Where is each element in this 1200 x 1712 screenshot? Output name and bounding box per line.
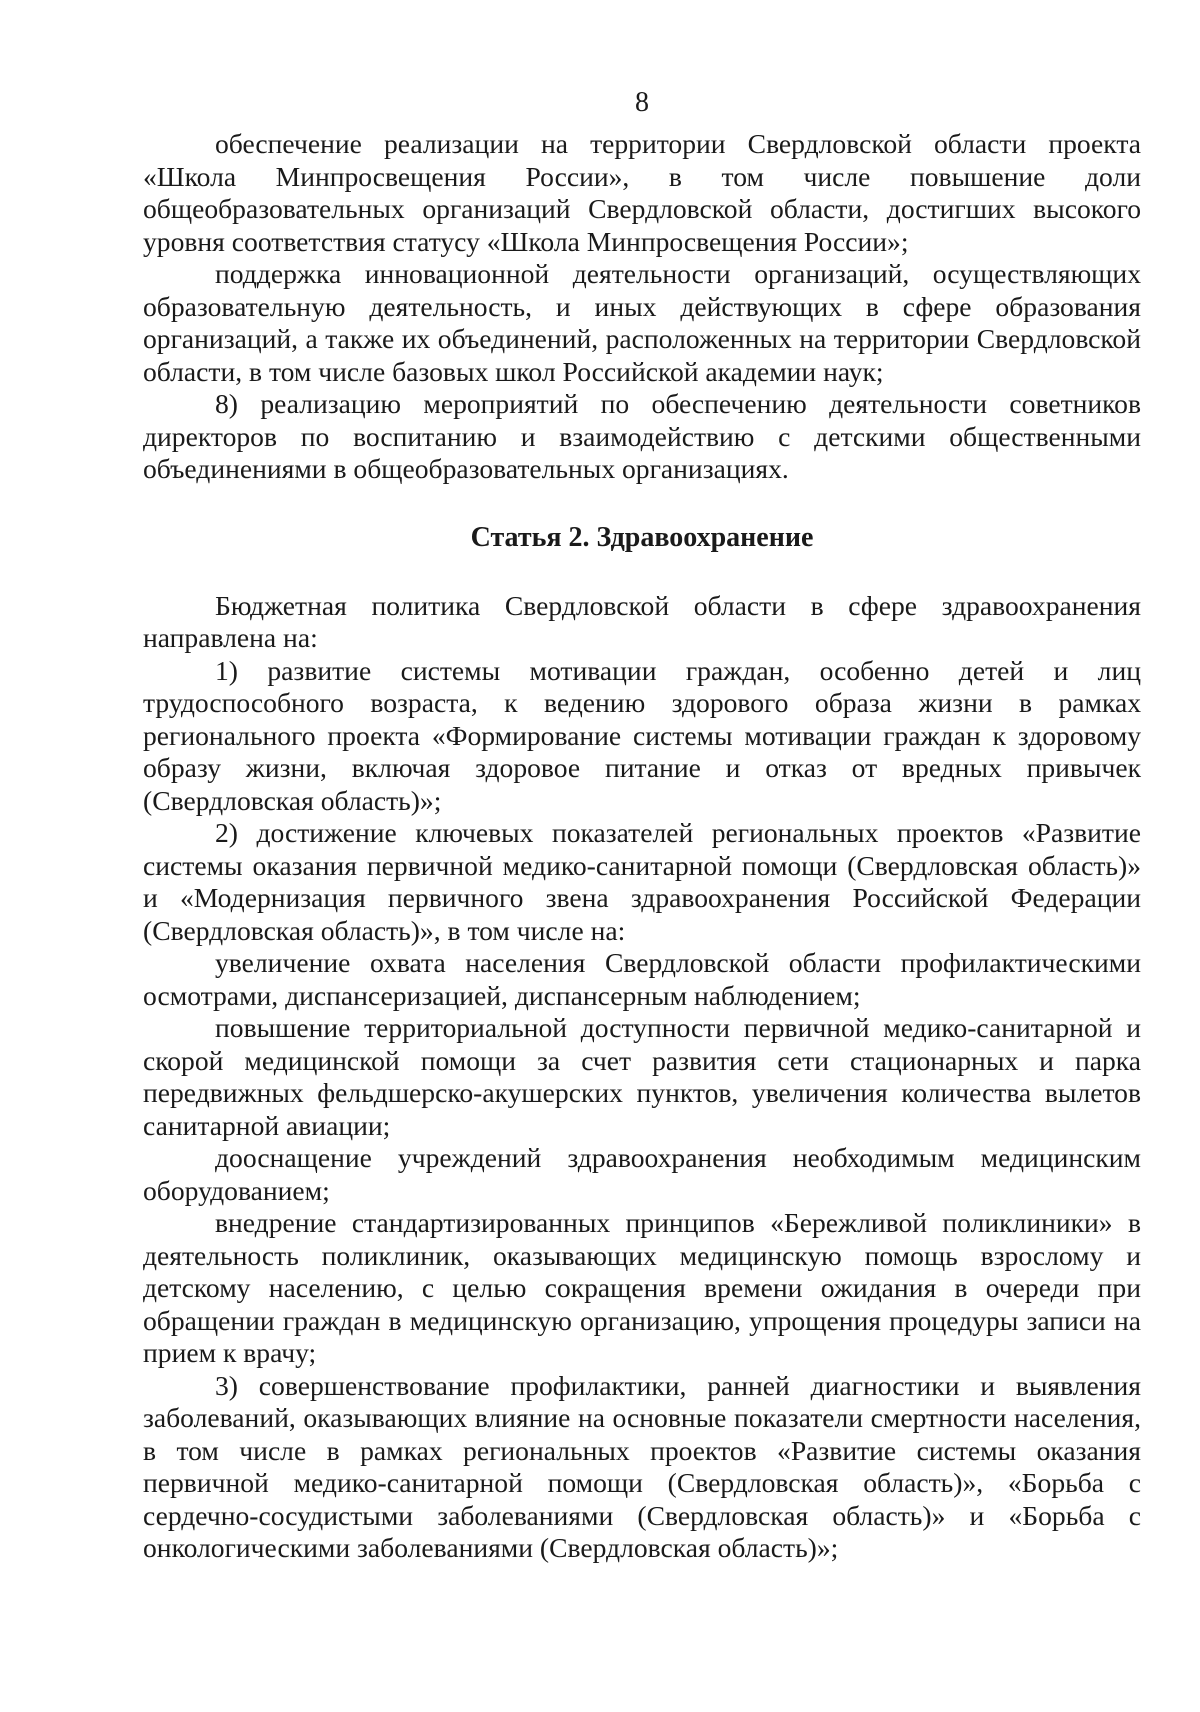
paragraph: 2) достижение ключевых показателей региональных проектов «Развитие системы оказания первичной медико-санитарной помощи (Свердловская область)» и «Модернизация первичного звена здравоохранения Российской Федерации (Свердловская область)», в том числе на: — [143, 817, 1141, 946]
page-number: 8 — [635, 87, 649, 118]
document-page — [143, 78, 1141, 1565]
paragraph: 3) совершенствование профилактики, ранней диагностики и выявления заболеваний, оказывающих влияние на основные показатели смертности населения, в том числе в рамках региональных проектов «Развитие системы оказания первичной медико-санитарной помощи (Свердловская область)», «Борьба с сердечно-сосудистыми заболеваниями (Свердловская область)» и «Борьба с онкологическими заболеваниями (Свердловская область)»; — [143, 1369, 1141, 1563]
paragraph: Бюджетная политика Свердловской области в сфере здравоохранения направлена на: — [143, 589, 1141, 653]
paragraph: поддержка инновационной деятельности организаций, осуществляющих образовательную деятельность, и иных действующих в сфере образования организаций, а также их объединений, расположенных на территории Свердловской области, в том числе базовых школ Российской академии наук; — [143, 258, 1141, 387]
paragraph: обеспечение реализации на территории Свердловской области проекта «Школа Минпросвещения России», в том числе повышение доли общеобразовательных организаций Свердловской области, достигших высокого уровня соответствия статусу «Школа Минпросвещения России»; — [143, 128, 1141, 257]
paragraph: дооснащение учреждений здравоохранения необходимым медицинским оборудованием; — [143, 1142, 1141, 1206]
paragraph: 8) реализацию мероприятий по обеспечению деятельности советников директоров по воспитанию и взаимодействию с детскими общественными объединениями в общеобразовательных организациях. — [143, 388, 1141, 484]
paragraph: 1) развитие системы мотивации граждан, особенно детей и лиц трудоспособного возраста, к ведению здорового образа жизни в рамках регионального проекта «Формирование системы мотивации граждан к здоровому образу жизни, включая здоровое питание и отказ от вредных привычек (Свердловская область)»; — [143, 654, 1141, 816]
paragraph: повышение территориальной доступности первичной медико-санитарной и скорой медицинской помощи за счет развития сети стационарных и парка передвижных фельдшерско-акушерских пунктов, увеличения количества вылетов санитарной авиации; — [143, 1012, 1141, 1141]
article-heading: Статья 2. Здравоохранение — [470, 521, 814, 553]
paragraph: внедрение стандартизированных принципов «Бережливой поликлиники» в деятельность поликлиник, оказывающих медицинскую помощь взрослому и детскому населению, с целью сокращения времени ожидания в очереди при обращении граждан в медицинскую организацию, упрощения процедуры записи на прием к врачу; — [143, 1207, 1141, 1368]
paragraph: увеличение охвата населения Свердловской области профилактическими осмотрами, диспансеризацией, диспансерным наблюдением; — [143, 947, 1141, 1011]
